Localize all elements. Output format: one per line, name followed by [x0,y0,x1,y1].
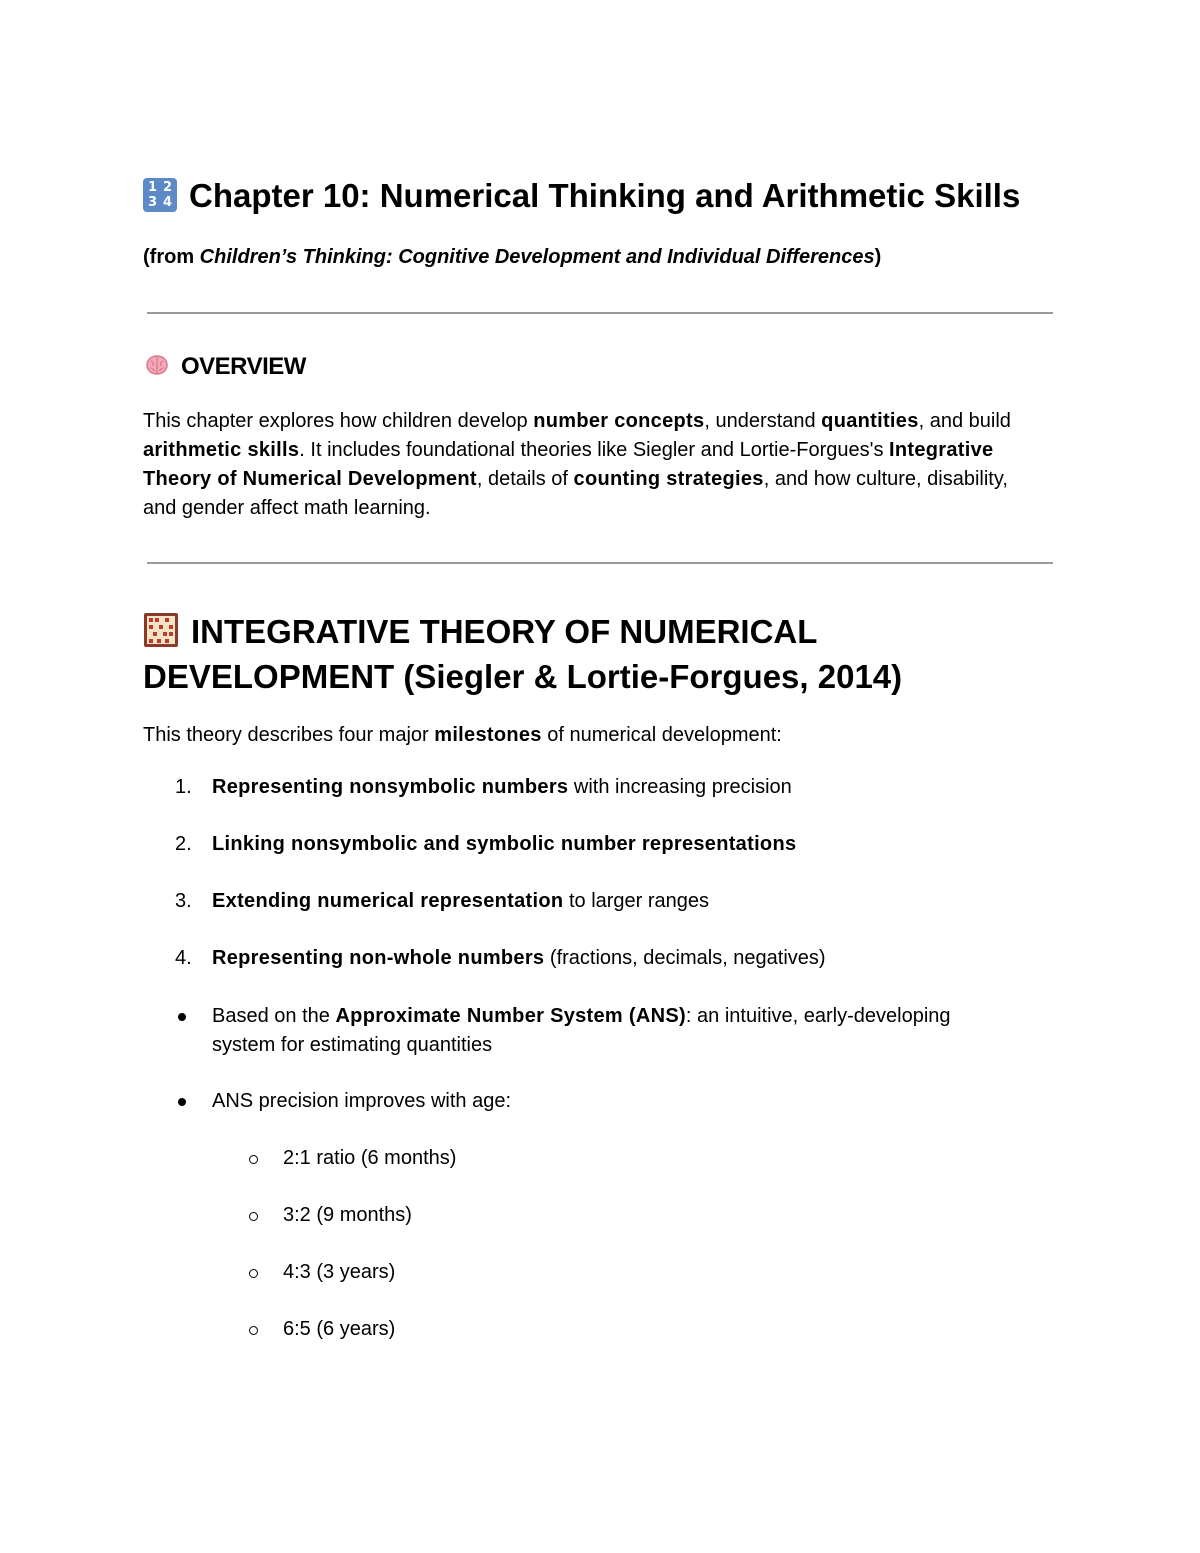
input-numbers-icon: 1 2 3 4 [143,178,177,212]
list-item: Based on the Approximate Number System (ANS): an intuitive, early-developing system for estimating quantities [212,1005,951,1056]
list-item: 4:3 (3 years) [283,1261,396,1283]
subtitle-prefix: (from [143,246,200,268]
list-item: Representing non-whole numbers (fractions, decimals, negatives) [212,947,826,969]
list-number: 1. [175,776,192,798]
divider [147,562,1053,564]
list-item: 6:5 (6 years) [283,1318,396,1340]
sub-bullet-icon [249,1155,258,1164]
list-item: Representing nonsymbolic numbers with increasing precision [212,776,792,798]
subtitle-suffix: ) [874,246,882,268]
sub-bullet-icon [249,1326,258,1335]
theory-intro: This theory describes four major milestones of numerical development: [143,724,782,746]
integrative-heading-line1: INTEGRATIVE THEORY OF NUMERICAL [191,613,818,650]
book-subtitle [143,244,881,270]
integrative-theory-heading [143,609,1063,699]
chapter-title-text: Chapter 10: Numerical Thinking and Arithmetic Skills [189,177,1021,214]
brain-icon [143,353,171,377]
chapter-title [143,176,1020,216]
sub-bullet-icon [249,1269,258,1278]
list-number: 2. [175,833,192,855]
bullet-icon [178,1098,186,1106]
divider [147,312,1053,314]
list-item: 3:2 (9 months) [283,1204,412,1226]
integrative-heading-line2: DEVELOPMENT (Siegler & Lortie-Forgues, 2014) [143,658,903,695]
list-item: 2:1 ratio (6 months) [283,1147,457,1169]
list-number: 4. [175,947,192,969]
book-title: Children’s Thinking: Cognitive Development and Individual Differences [199,246,875,268]
sub-bullet-icon [249,1212,258,1221]
overview-heading-text: OVERVIEW [181,353,306,380]
list-item: Linking nonsymbolic and symbolic number representations [212,833,797,855]
bullet-icon [178,1013,186,1021]
abacus-icon [143,612,179,648]
overview-heading [143,352,306,382]
list-item: Extending numerical representation to larger ranges [212,890,710,912]
list-item: ANS precision improves with age: [212,1090,512,1112]
overview-paragraph: This chapter explores how children develop number concepts, understand quantities, and build arithmetic skills. It includes foundational theories like Siegler and Lortie-Forgues's Integrative Theory of Numerical Development, details of counting strategies, and how culture, disability, and gender affect math learning. [143,410,1011,519]
list-number: 3. [175,890,192,912]
